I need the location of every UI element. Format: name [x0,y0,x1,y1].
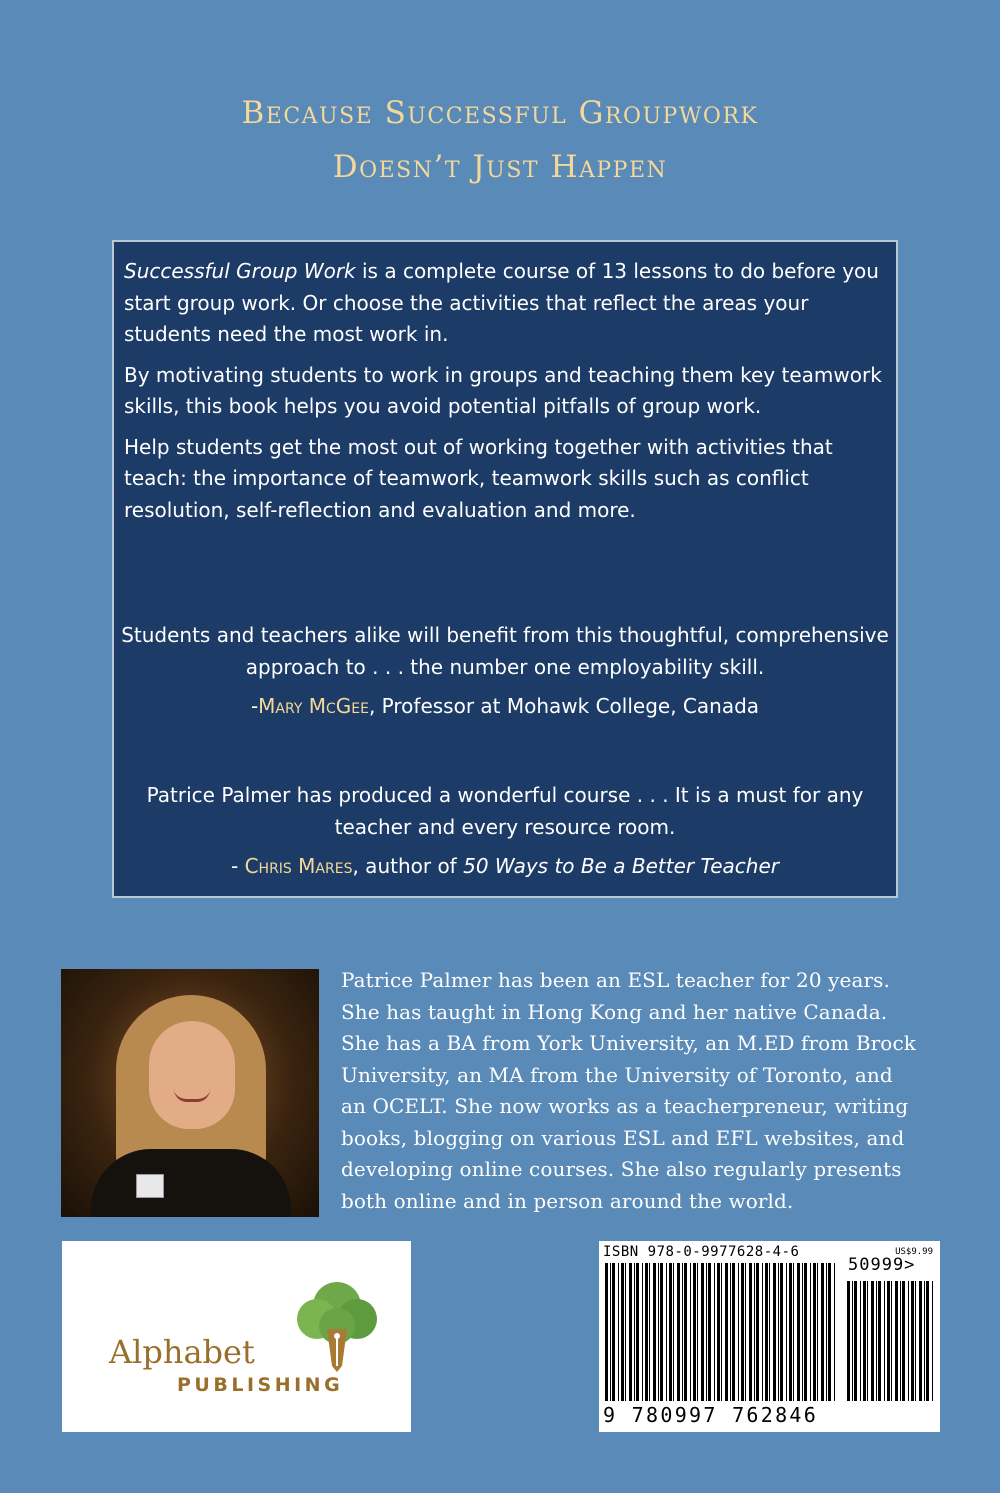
barcode-bar [778,1263,779,1401]
barcode-bar [636,1263,639,1401]
publisher-subtitle: PUBLISHING [177,1374,344,1396]
barcode-bar [690,1263,691,1401]
barcode-bar [828,1263,831,1401]
barcode-bar [797,1263,800,1401]
barcode-bar [915,1281,916,1401]
barcode-bar [745,1263,746,1401]
barcode-bar [911,1281,914,1401]
barcode-bar [749,1263,752,1401]
bio-line: books, blogging on various ESL and EFL websites, and [341,1125,905,1150]
endorser-book-title: 50 Ways to Be a Better Teacher [463,854,779,878]
barcode-bar [871,1281,874,1401]
barcode-bar [887,1281,890,1401]
barcode-bar [738,1263,739,1401]
barcode-bar [645,1263,648,1401]
barcode-bar [732,1263,735,1401]
barcode-bar [682,1263,683,1401]
barcode-bar [612,1263,615,1401]
barcode-bar [821,1263,824,1401]
barcode-bar [867,1281,868,1401]
headline-line-2: Doesn’t Just Happen [332,149,668,185]
endorsement-attribution: - Chris Mares, author of 50 Ways to Be a Better Teacher [231,854,779,878]
bio-line: both online and in person around the world. [341,1188,794,1213]
book-title: Successful Group Work [124,259,356,283]
back-cover-headline [0,86,1000,194]
barcode-bar [629,1263,632,1401]
barcode-bar [834,1263,835,1401]
barcode-bar [625,1263,626,1401]
description-paragraph-2: By motivating students to work in groups and teaching them key teamwork skills, this book helps you avoid potential pitfalls of group work. [124,362,882,418]
barcode-bar [860,1281,861,1401]
author-photo [61,969,319,1217]
barcode-bar [721,1263,722,1401]
barcode-bar [847,1281,850,1401]
bio-line: an OCELT. She now works as a teacherpreneur, writing [341,1094,909,1118]
endorser-name: Chris Mares [244,854,353,878]
bio-line: She has a BA from York University, an M.ED from Brock [341,1031,916,1055]
barcode-bar [677,1263,680,1401]
tree-pen-nib-logo-icon [287,1274,387,1374]
barcode-bar [765,1263,768,1401]
endorsement-2 [114,780,896,883]
barcode-bar [658,1263,659,1401]
headline-line-1: Because Successful Groupwork [241,95,759,131]
barcode-bar [884,1281,885,1401]
barcode-bar [789,1263,792,1401]
barcode-bar [610,1263,611,1401]
endorsement-quote: Students and teachers alike will benefit from this thoughtful, comprehensive approach to . . . the number one employability skill. [121,623,889,679]
barcode-bar [701,1263,704,1401]
barcode-bar [924,1281,925,1401]
barcode-bar [876,1281,877,1401]
barcode-bar [895,1281,898,1401]
barcode-bar [900,1281,901,1401]
barcode-bar [697,1263,698,1401]
barcode-bar [852,1281,853,1401]
barcode-bar [669,1263,672,1401]
bio-line: Patrice Palmer has been an ESL teacher for 20 years. [341,968,890,992]
endorsement-attribution: -Mary McGee, Professor at Mohawk College, Canada [250,694,760,718]
barcode-bar [813,1263,816,1401]
bio-line: She has taught in Hong Kong and her native Canada. [341,999,888,1024]
isbn-barcode [599,1241,940,1432]
barcode-bar [717,1263,720,1401]
barcode-bar [649,1263,650,1401]
barcode-bar [780,1263,783,1401]
barcode-bar [642,1263,643,1401]
barcode-bar [817,1263,818,1401]
barcode-bar [673,1263,674,1401]
isbn-number: ISBN 978-0-9977628-4-6 [603,1244,800,1260]
barcode-bar [618,1263,619,1401]
barcode-bar [773,1263,776,1401]
barcode-bar [754,1263,755,1401]
barcode-bar [684,1263,687,1401]
barcode-bar [706,1263,707,1401]
barcode-bar [826,1263,827,1401]
description-box [112,240,898,898]
barcode-bar [804,1263,807,1401]
description-paragraph-1: Successful Group Work is a complete course of 13 lessons to do before you start group work. Or choose the activities that reflect the areas your students need the most work in. [124,259,879,346]
barcode-bar [666,1263,667,1401]
barcode-bar [902,1281,905,1401]
barcode-bar [660,1263,663,1401]
barcode-bar [802,1263,803,1401]
barcode-bar [756,1263,759,1401]
barcode-bar [926,1281,929,1401]
barcode-bar [932,1281,933,1401]
bio-line: University, an MA from the University of Toronto, and [341,1062,893,1087]
barcode-bar [908,1281,909,1401]
publisher-name: Alphabet [109,1333,255,1371]
price-label: US$9.99 [895,1247,933,1257]
ean-digits: 9 780997 762846 [603,1403,819,1427]
barcode-bar [714,1263,715,1401]
barcode-bar [891,1281,892,1401]
barcode-bar [730,1263,731,1401]
barcode-bar [762,1263,763,1401]
barcode-bar [810,1263,811,1401]
description-paragraph-3: Help students get the most out of working together with activities that teach: the importance of teamwork, teamwork skills such as conflict resolution, self-reflection and evaluation and more. [124,434,833,522]
barcode-bar [634,1263,635,1401]
barcode-bar [786,1263,787,1401]
endorser-name: Mary McGee [258,694,369,718]
barcode-bar [769,1263,770,1401]
barcode-bar [621,1263,624,1401]
endorsement-1 [114,620,896,723]
barcode-bar [693,1263,696,1401]
barcode-bar [725,1263,728,1401]
barcode-bar [854,1281,857,1401]
barcode-bar [605,1263,608,1401]
barcode-bar [863,1281,866,1401]
barcode-bar [878,1281,881,1401]
addon-code: 50999> [848,1255,916,1275]
endorsement-quote: Patrice Palmer has produced a wonderful course . . . It is a must for any teacher and every resource room. [146,783,864,839]
barcode-bar [708,1263,711,1401]
publisher-logo [62,1241,411,1432]
bio-line: developing online courses. She also regularly presents [341,1157,902,1181]
author-bio [341,965,961,1217]
barcode-bar [793,1263,794,1401]
barcode-bar [741,1263,744,1401]
barcode-bar [919,1281,922,1401]
barcode-bar [653,1263,656,1401]
